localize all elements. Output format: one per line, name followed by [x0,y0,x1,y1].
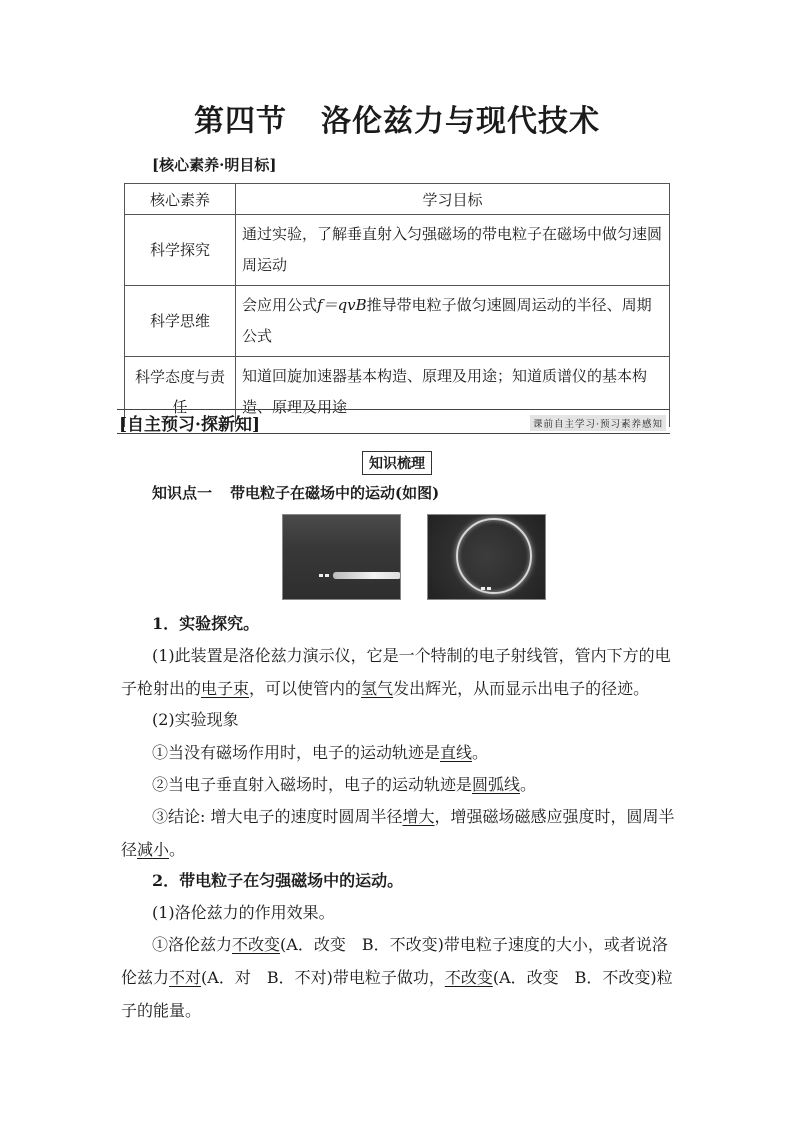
heading-motion: 2．带电粒子在匀强磁场中的运动。 [152,871,404,890]
circular-beam-photo [427,514,546,600]
text: 。 [520,775,537,794]
point-title [152,482,439,503]
core-cell: 科学探究 [125,215,236,286]
section-band [117,409,670,434]
paragraph [121,639,681,705]
point-label: 知识点一 [152,484,213,502]
header-core: 核心素养 [125,184,236,215]
answer: 直线 [440,743,473,762]
paragraph [121,928,681,1027]
answer: 圆弧线 [472,775,521,794]
goal-cell: 通过实验，了解垂直射入匀强磁场的带电粒子在磁场中做匀速圆周运动 [236,215,670,286]
heading-experiment: 1．实验探究。 [152,614,260,633]
text: 。 [169,840,186,859]
text: ②当电子垂直射入磁场时，电子的运动轨迹是 [152,775,473,794]
text: (1)此装置是洛伦兹力演示仪，它是一个特制的电子射线管，管内下方的电子枪射出的 [121,646,671,698]
goal-text: 推导带电粒子做匀速圆周运动的半径、周期公式 [242,296,652,345]
answer: 氢气 [361,679,394,698]
answer: 电子束 [201,679,250,698]
core-cell: 科学思维 [125,286,236,357]
text: ，增强磁场磁感应强度时，圆周半径 [121,807,675,859]
text: (A．对 B．不对)带电粒子做功， [201,968,445,987]
page-title [0,96,794,140]
table-row [125,215,670,286]
answer: 增大 [402,807,435,826]
goals-table [124,183,670,427]
answer: 不改变 [444,968,493,987]
electron-beam [333,572,401,579]
core-cell: 科学态度与责任 [125,357,236,428]
table-header-row [125,184,670,215]
gun-glow [319,574,323,577]
core-literacy-label: [核心素养·明目标] [152,156,277,174]
goal-text: 会应用公式 [242,296,318,314]
straight-beam-photo [282,514,401,600]
paragraph [121,768,681,801]
paragraph: (2)实验现象 [152,710,239,729]
answer: 减小 [137,840,170,859]
gun-glow [481,587,485,590]
text: (A．改变 B．不改变)粒子的能量。 [121,968,673,1020]
paragraph [121,800,681,866]
paragraph: (1)洛伦兹力的作用效果。 [152,903,335,922]
section-title: 洛伦兹力与现代技术 [321,104,600,139]
band-title: [自主预习·探新知] [119,415,261,435]
answer: 不对 [169,968,202,987]
goal-cell: 知道回旋加速器基本构造、原理及用途；知道质谱仪的基本构造、原理及用途 [236,357,670,428]
paragraph [121,736,681,769]
header-goal: 学习目标 [236,184,670,215]
gun-glow [325,574,329,577]
text: ①洛伦兹力 [152,935,233,954]
section-number: 第四节 [194,104,287,139]
table-row [125,286,670,357]
electron-ring [456,518,532,594]
answer: 不改变 [232,935,281,954]
band-subtitle: 课前自主学习·预习素养感知 [530,415,666,431]
text: (A．改变 B．不改变)带电粒子速度的大小，或者说洛伦兹力 [121,935,668,987]
text: ①当没有磁场作用时，电子的运动轨迹是 [152,743,441,762]
text: 。 [472,743,489,762]
knowledge-box: 知识梳理 [362,451,432,475]
goal-cell [236,286,670,357]
point-text: 带电粒子在磁场中的运动(如图) [230,484,440,502]
text: ，可以使管内的 [249,679,362,698]
text: ③结论: 增大电子的速度时圆周半径 [152,807,403,826]
text: 发出辉光，从而显示出电子的径迹。 [393,679,650,698]
formula: f＝qvB [317,296,367,314]
gun-glow [487,587,491,590]
